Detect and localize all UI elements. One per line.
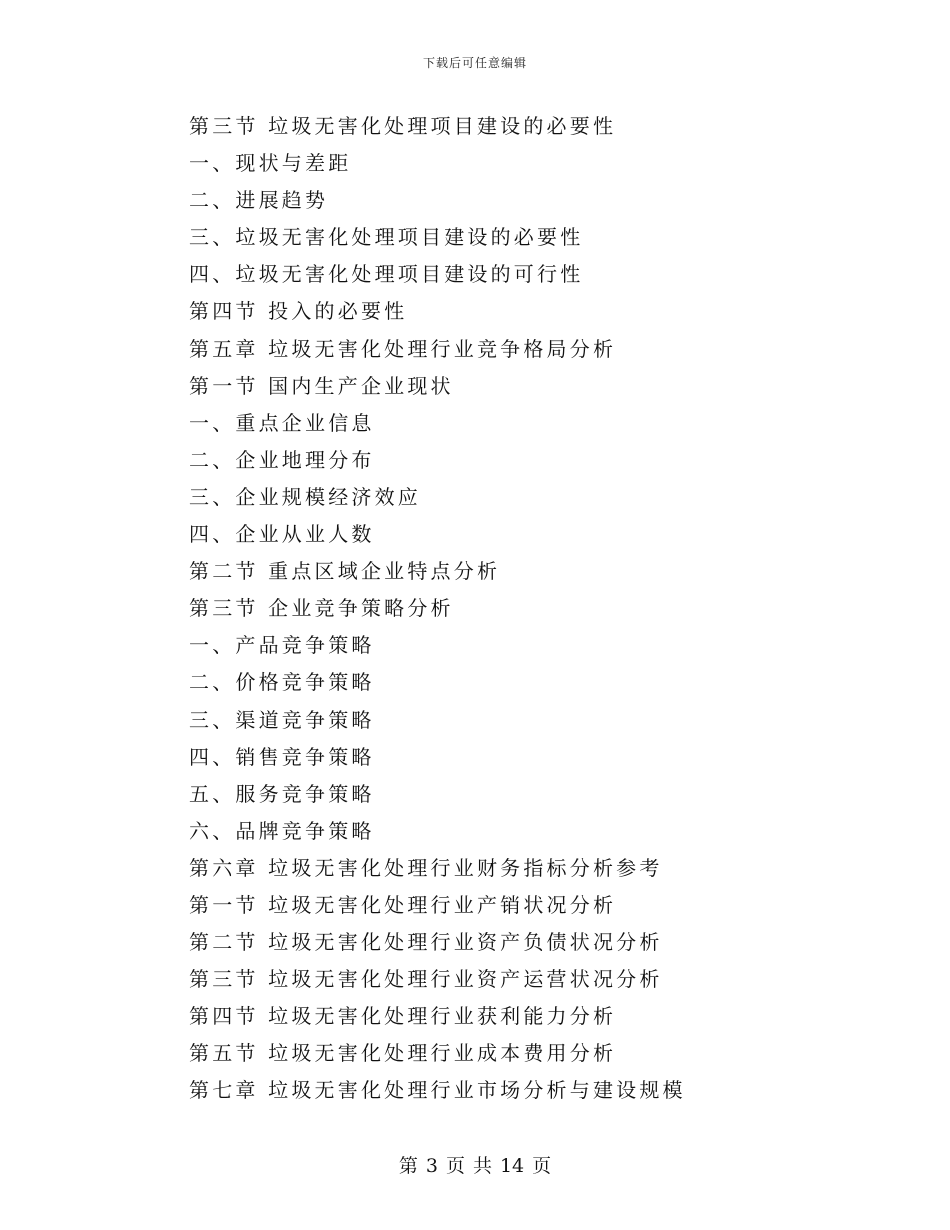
table-of-contents [189,108,889,1110]
toc-entry: 第二节 重点区域企业特点分析 [189,559,501,584]
toc-entry: 第一节 国内生产企业现状 [189,373,454,398]
toc-entry: 第三节 垃圾无害化处理项目建设的必要性 [189,114,617,138]
toc-entry: 第三节 垃圾无害化处理行业资产运营状况分析 [189,967,663,992]
toc-entry: 一、现状与差距 [189,151,352,176]
footer-prefix: 第 [398,1155,418,1177]
toc-entry: 第五章 垃圾无害化处理行业竞争格局分析 [189,336,617,361]
toc-entry: 第七章 垃圾无害化处理行业市场分析与建设规模 [189,1078,686,1103]
page-header: 下载后可任意编辑 [422,56,527,70]
toc-entry: 第六章 垃圾无害化处理行业财务指标分析参考 [189,855,663,880]
toc-entry: 二、企业地理分布 [189,447,375,472]
footer-total-unit: 页 [532,1155,552,1177]
toc-entry: 第三节 企业竞争策略分析 [189,596,454,621]
toc-entry: 六、品牌竞争策略 [189,818,375,843]
toc-entry: 五、服务竞争策略 [189,781,375,806]
toc-entry: 第四节 投入的必要性 [189,299,408,324]
toc-entry: 四、销售竞争策略 [189,744,375,769]
toc-entry: 二、价格竞争策略 [189,670,375,695]
toc-entry: 三、渠道竞争策略 [189,707,375,732]
toc-entry: 第二节 垃圾无害化处理行业资产负债状况分析 [189,930,663,955]
total-page-number: 14 [499,1155,525,1177]
toc-entry: 三、企业规模经济效应 [189,484,421,509]
toc-entry: 一、产品竞争策略 [189,633,375,658]
toc-entry: 第一节 垃圾无害化处理行业产销状况分析 [189,892,617,917]
toc-entry: 第五节 垃圾无害化处理行业成本费用分析 [189,1041,617,1066]
toc-entry: 二、进展趋势 [189,188,329,213]
footer-total-label: 共 [472,1155,492,1177]
current-page-number: 3 [425,1155,438,1177]
toc-entry: 三、垃圾无害化处理项目建设的必要性 [189,225,584,250]
toc-entry: 第四节 垃圾无害化处理行业获利能力分析 [189,1004,617,1029]
page-footer [0,1151,950,1178]
footer-page-unit: 页 [445,1155,465,1177]
toc-entry: 四、垃圾无害化处理项目建设的可行性 [189,262,584,287]
toc-entry: 四、企业从业人数 [189,522,375,547]
toc-entry: 一、重点企业信息 [189,410,375,435]
